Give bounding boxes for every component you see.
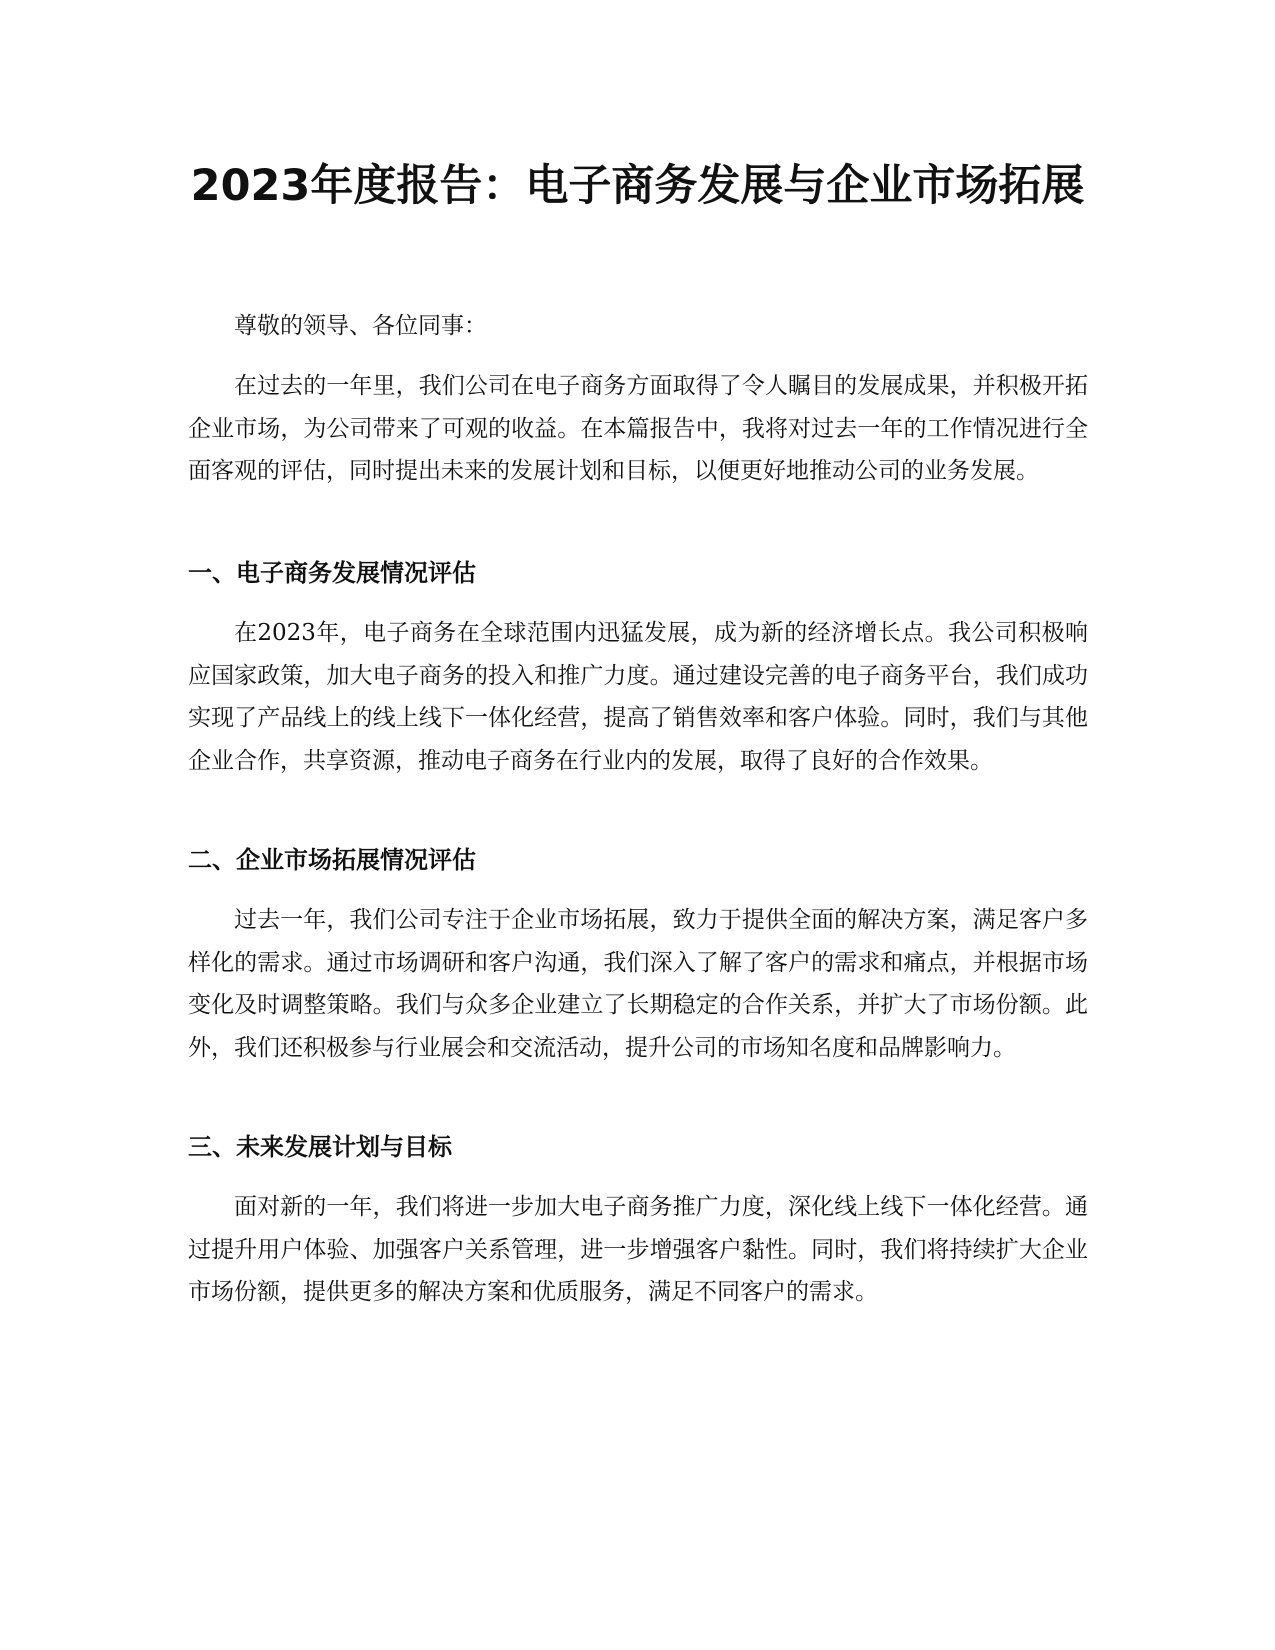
section-heading-3: 三、未来发展计划与目标 [188, 1133, 452, 1161]
intro-paragraph: 在过去的一年里，我们公司在电子商务方面取得了令人瞩目的发展成果，并积极开拓企业市场，为公司带来了可观的收益。在本篇报告中，我将对过去一年的工作情况进行全面客观的评估，同时提出未来的发展计划和目标，以便更好地推动公司的业务发展。 [188, 373, 1088, 484]
section-body-1: 在2023年，电子商务在全球范围内迅猛发展，成为新的经济增长点。我公司积极响应国家政策，加大电子商务的投入和推广力度。通过建设完善的电子商务平台，我们成功实现了产品线上的线上线下一体化经营，提高了销售效率和客户体验。同时，我们与其他企业合作，共享资源，推动电子商务在行业内的发展，取得了良好的合作效果。 [188, 620, 1088, 774]
section-heading-1: 一、电子商务发展情况评估 [188, 559, 476, 587]
document-title: 2023年度报告：电子商务发展与企业市场拓展 [190, 161, 1085, 211]
greeting-paragraph: 尊敬的领导、各位同事： [234, 313, 487, 339]
section-heading-2: 二、企业市场拓展情况评估 [188, 846, 476, 874]
section-body-3: 面对新的一年，我们将进一步加大电子商务推广力度，深化线上线下一体化经营。通过提升用户体验、加强客户关系管理，进一步增强客户黏性。同时，我们将持续扩大企业市场份额，提供更多的解决方案和优质服务，满足不同客户的需求。 [188, 1194, 1088, 1305]
section-body-2: 过去一年，我们公司专注于企业市场拓展，致力于提供全面的解决方案，满足客户多样化的需求。通过市场调研和客户沟通，我们深入了解了客户的需求和痛点，并根据市场变化及时调整策略。我们与众多企业建立了长期稳定的合作关系，并扩大了市场份额。此外，我们还积极参与行业展会和交流活动，提升公司的市场知名度和品牌影响力。 [188, 907, 1088, 1061]
